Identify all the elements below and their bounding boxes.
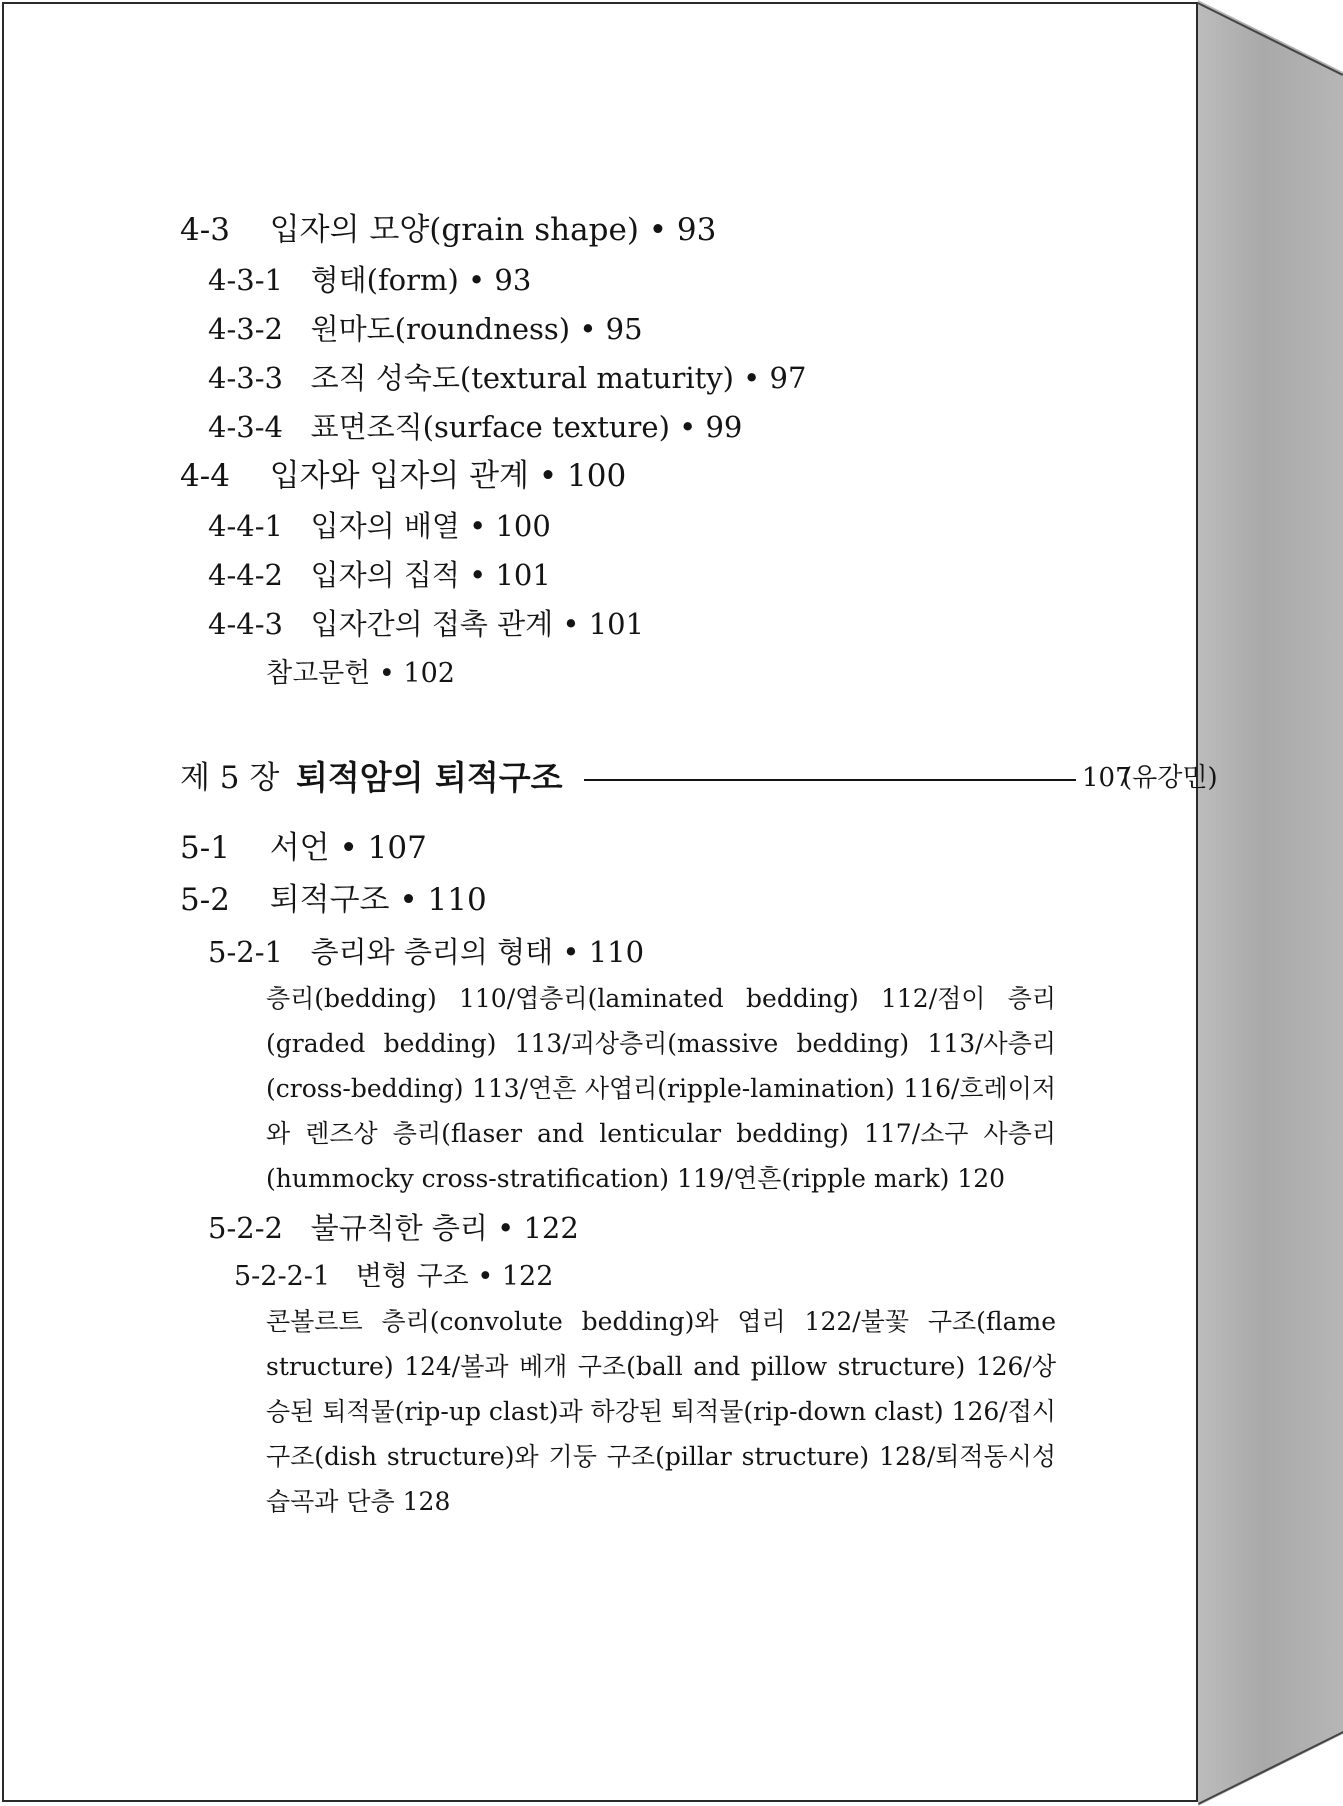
chapter-heading <box>180 756 1218 800</box>
separator-dot: • <box>669 410 706 444</box>
section-number: 5-2 <box>180 882 230 918</box>
book-page-edge <box>1198 0 1343 1806</box>
section-title: 조직 성숙도(textural maturity) <box>310 361 734 395</box>
toc-entry-4-3-1 <box>208 262 531 298</box>
page-number: 100 <box>495 509 551 543</box>
section-number: 5-2-2 <box>208 1211 283 1245</box>
toc-entry-4-3-4 <box>208 409 742 445</box>
page-number: 95 <box>605 312 643 346</box>
section-title: 변형 구조 <box>355 1261 469 1292</box>
chapter-label: 제 5 장 <box>180 760 280 796</box>
section-number: 5-1 <box>180 830 230 866</box>
section-title: 입자간의 접촉 관계 <box>310 607 554 641</box>
page-number: 110 <box>588 935 645 969</box>
page-number: 100 <box>567 458 627 494</box>
toc-entry-4-3-3 <box>208 360 806 396</box>
section-number: 4-4-3 <box>208 607 283 641</box>
separator-dot: • <box>458 263 495 297</box>
toc-entry-5-2 <box>180 882 487 918</box>
toc-entry-5-1 <box>180 830 427 866</box>
page-number: 101 <box>588 607 645 641</box>
section-title: 입자와 입자의 관계 <box>269 458 529 494</box>
page-number: 97 <box>769 361 807 395</box>
page-number: 93 <box>676 212 717 248</box>
subsection-detail-5-2-2-1: 콘볼르트 층리(convolute bedding)와 엽리 122/불꽃 구조(flame structure) 124/볼과 베개 구조(ball and pillow structure) 126/상승된 퇴적물(rip-up clast)과 하강된 퇴적물(rip-down clast) 126/접시구조(dish structure)와 기둥 구조(pillar structure) 128/퇴적동시성 습곡과 단층 128 <box>266 1307 1056 1516</box>
page-number: 99 <box>705 410 743 444</box>
chapter-author: (유강민) <box>1122 763 1218 793</box>
toc-entry-4-4-2 <box>208 557 551 593</box>
toc-entry-4-4-3 <box>208 606 644 642</box>
separator-dot: • <box>553 935 589 969</box>
section-title: 입자의 배열 <box>310 509 460 543</box>
chapter-title: 퇴적암의 퇴적구조 <box>296 758 563 797</box>
separator-dot: • <box>329 830 368 866</box>
toc-entry-references <box>266 656 455 692</box>
chapter-leader-rule <box>584 779 1076 781</box>
section-number: 4-4-1 <box>208 509 283 543</box>
separator-dot: • <box>570 312 606 346</box>
section-number: 4-3 <box>180 212 230 248</box>
page-number: 93 <box>494 263 532 297</box>
toc-entry-4-3-2 <box>208 311 643 347</box>
separator-dot: • <box>733 361 770 395</box>
section-number: 5-2-2-1 <box>234 1261 331 1292</box>
section-number: 4-3-1 <box>208 263 283 297</box>
separator-dot: • <box>459 558 496 592</box>
toc-entry-4-4 <box>180 458 626 494</box>
page-number: 122 <box>501 1261 554 1292</box>
section-number: 4-4 <box>180 458 230 494</box>
section-title: 표면조직(surface texture) <box>310 410 670 444</box>
page-number: 101 <box>495 558 551 592</box>
section-title: 입자의 집적 <box>310 558 460 592</box>
section-title: 서언 <box>269 830 330 866</box>
separator-dot: • <box>529 458 567 494</box>
section-number: 4-3-2 <box>208 312 283 346</box>
separator-dot: • <box>638 212 677 248</box>
toc-entry-5-2-2-1 <box>234 1259 553 1295</box>
toc-entry-4-3 <box>180 212 716 248</box>
separator-dot: • <box>487 1211 524 1245</box>
page-number: 122 <box>523 1211 579 1245</box>
toc-entry-4-4-1 <box>208 508 551 544</box>
separator-dot: • <box>459 509 496 543</box>
section-title: 참고문헌 <box>266 658 371 689</box>
page-number: 102 <box>403 658 455 689</box>
section-number: 4-3-4 <box>208 410 283 444</box>
section-number: 5-2-1 <box>208 935 283 969</box>
section-title: 층리와 층리의 형태 <box>310 935 554 969</box>
section-number: 4-4-2 <box>208 558 283 592</box>
separator-dot: • <box>468 1261 502 1292</box>
section-title: 불규칙한 층리 <box>310 1211 488 1245</box>
section-title: 입자의 모양(grain shape) <box>269 212 639 248</box>
toc-entry-5-2-1 <box>208 934 644 970</box>
section-title: 형태(form) <box>310 263 459 297</box>
separator-dot: • <box>389 882 428 918</box>
page-number: 107 <box>367 830 427 866</box>
chapter-page-number: 107 <box>1082 763 1132 793</box>
separator-dot: • <box>370 658 404 689</box>
section-title: 퇴적구조 <box>269 882 390 918</box>
page-number: 110 <box>427 882 487 918</box>
separator-dot: • <box>553 607 589 641</box>
subsection-detail-5-2-1: 층리(bedding) 110/엽층리(laminated bedding) 112/점이 층리(graded bedding) 113/괴상층리(massive bedding) 113/사층리(cross-bedding) 113/연흔 사엽리(ripple-lamination) 116/흐레이저와 렌즈상 층리(flaser and lenticular bedding) 117/소구 사층리(hummocky cross-stratification) 119/연흔(ripple mark) 120 <box>266 984 1056 1193</box>
section-title: 원마도(roundness) <box>310 312 571 346</box>
section-number: 4-3-3 <box>208 361 283 395</box>
toc-entry-5-2-2 <box>208 1210 579 1246</box>
